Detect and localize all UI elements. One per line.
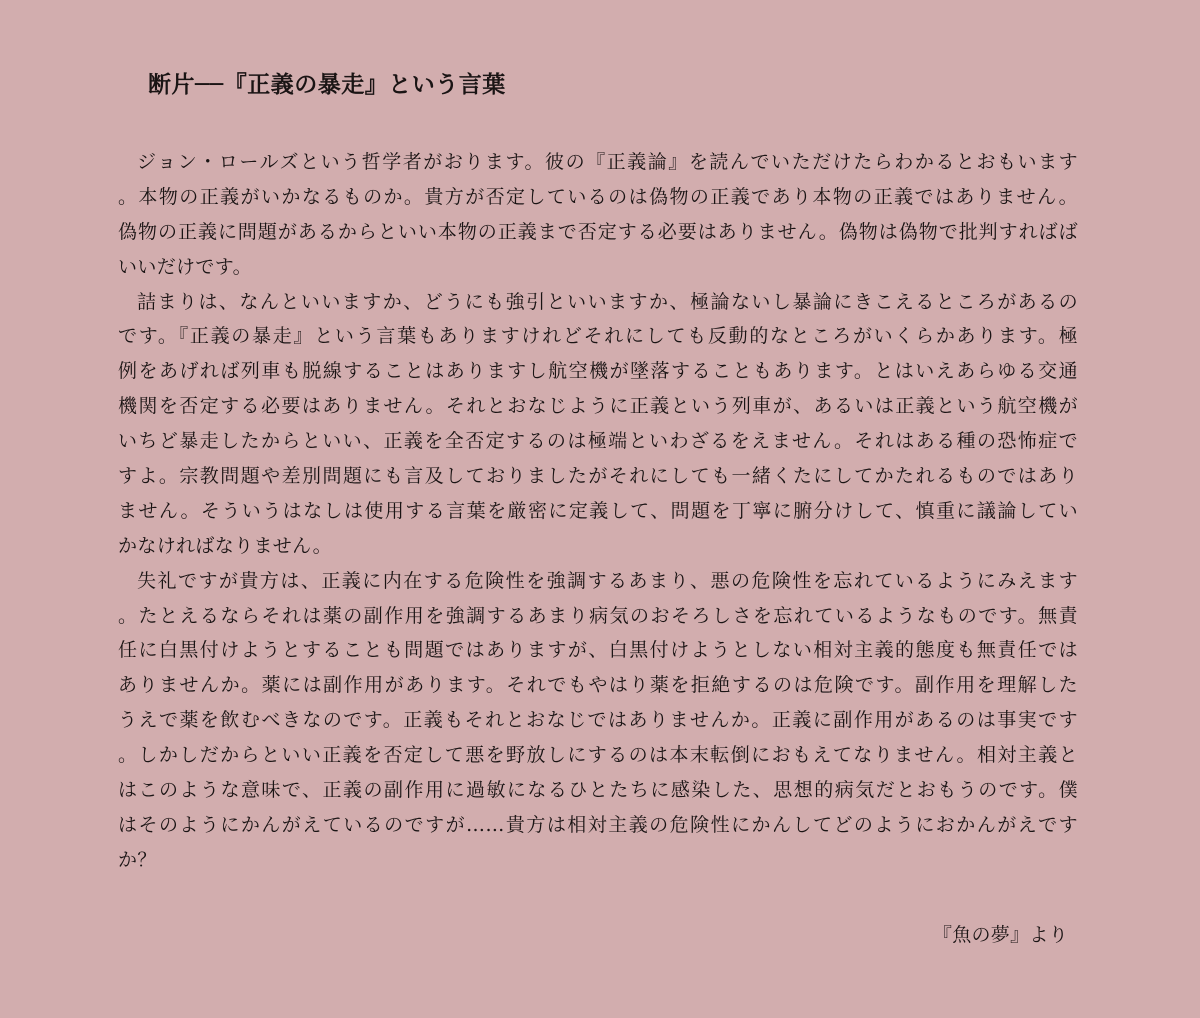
text-line: か？ xyxy=(118,848,157,871)
text-line: はそのようにかんがえているのですが……貴方は相対主義の危険性にかんしてどのようにおかんがえです xyxy=(118,813,1078,836)
document-body xyxy=(118,145,1078,878)
text-line: いいだけです。 xyxy=(118,255,252,278)
source-attribution: 『魚の夢』より xyxy=(932,924,1068,946)
text-line: 失礼ですが貴方は、正義に内在する危険性を強調するあまり、悪の危険性を忘れているようにみえます xyxy=(137,569,1078,592)
text-line: 例をあげれば列車も脱線することはありますし航空機が墜落することもあります。とはいえあらゆる交通 xyxy=(118,360,1078,383)
text-line: 偽物の正義に問題があるからといい本物の正義まで否定する必要はありません。偽物は偽物で批判すればば xyxy=(118,220,1078,243)
text-line: 任に白黒付けようとすることも問題ではありますが、白黒付けようとしない相対主義的態度も無責任では xyxy=(118,639,1078,662)
text-line: 詰まりは、なんといいますか、どうにも強引といいますか、極論ないし暴論にきこえるところがあるの xyxy=(137,290,1078,313)
document-title: 断片──『正義の暴走』という言葉 xyxy=(148,71,506,98)
text-line: 機関を否定する必要はありません。それとおなじように正義という列車が、あるいは正義という航空機が xyxy=(118,395,1078,418)
text-line: いちど暴走したからといい、正義を全否定するのは極端といわざるをえません。それはある種の恐怖症で xyxy=(118,430,1078,453)
text-line: 。本物の正義がいかなるものか。貴方が否定しているのは偽物の正義であり本物の正義ではありません。 xyxy=(118,185,1078,208)
text-line: かなければなりません。 xyxy=(118,534,332,557)
text-line: ジョン・ロールズという哲学者がおります。彼の『正義論』を読んでいただけたらわかるとおもいます xyxy=(137,151,1078,173)
text-line: うえで薬を飲むべきなのです。正義もそれとおなじではありませんか。正義に副作用があるのは事実です xyxy=(118,709,1078,732)
text-line: すよ。宗教問題や差別問題にも言及しておりましたがそれにしても一緒くたにしてかたれるものではあり xyxy=(118,465,1078,488)
text-line: です。『正義の暴走』という言葉もありますけれどそれにしても反動的なところがいくらかあります。極 xyxy=(118,325,1078,348)
text-line: はこのような意味で、正義の副作用に過敏になるひとたちに感染した、思想的病気だとおもうのです。僕 xyxy=(118,779,1078,802)
text-line: ません。そういうはなしは使用する言葉を厳密に定義して、問題を丁寧に腑分けして、慎重に議論してい xyxy=(118,499,1078,522)
text-line: 。たとえるならそれは薬の副作用を強調するあまり病気のおそろしさを忘れているようなものです。無責 xyxy=(118,604,1078,627)
text-line: 。しかしだからといい正義を否定して悪を野放しにするのは本末転倒におもえてなりません。相対主義と xyxy=(118,744,1078,767)
text-line: ありませんか。薬には副作用があります。それでもやはり薬を拒絶するのは危険です。副作用を理解した xyxy=(118,674,1078,697)
